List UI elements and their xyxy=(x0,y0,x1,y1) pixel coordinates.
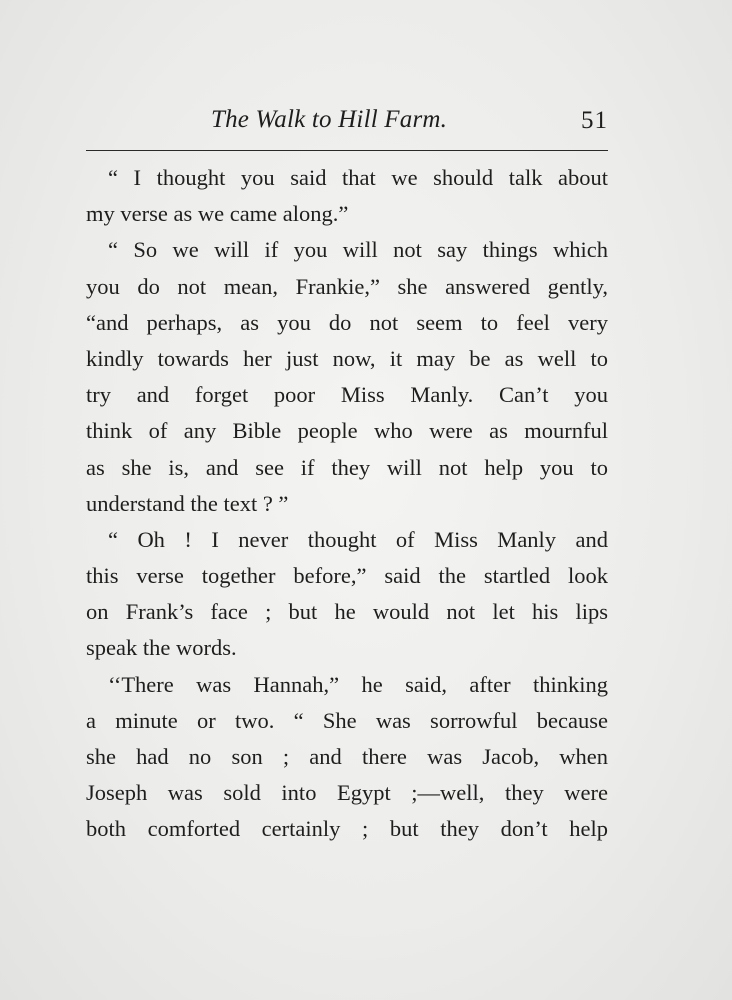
text-line: kindly towards her just now, it may be as well to xyxy=(86,345,608,371)
text-line: think of any Bible people who were as mournful xyxy=(86,418,608,444)
page-header xyxy=(86,106,608,142)
text-line: both comforted certainly ; but they don’t help xyxy=(86,816,608,842)
body-text xyxy=(86,160,608,848)
text-line: “ Oh ! I never thought of Miss Manly and xyxy=(108,526,608,552)
text-line: speak the words. xyxy=(86,635,237,661)
text-line: Joseph was sold into Egypt ;—well, they were xyxy=(86,780,608,806)
text-line: on Frank’s face ; but he would not let his lips xyxy=(86,599,608,625)
text-line: “and perhaps, as you do not seem to feel very xyxy=(86,309,608,335)
text-line: a minute or two. “ She was sorrowful because xyxy=(86,707,608,733)
text-line: she had no son ; and there was Jacob, when xyxy=(86,744,608,769)
text-line: try and forget poor Miss Manly. Can’t you xyxy=(86,382,608,408)
text-line: this verse together before,” said the startled look xyxy=(86,563,608,589)
text-line: you do not mean, Frankie,” she answered gently, xyxy=(86,273,608,299)
text-line: my verse as we came along.” xyxy=(86,201,349,227)
running-title: The Walk to Hill Farm. xyxy=(211,106,448,133)
page-number: 51 xyxy=(581,107,608,134)
text-line: “ So we will if you will not say things which xyxy=(108,237,608,263)
text-line: as she is, and see if they will not help you to xyxy=(86,454,608,480)
text-line: understand the text ? ” xyxy=(86,490,289,516)
header-rule xyxy=(86,150,608,151)
text-line: “ I thought you said that we should talk about xyxy=(108,165,608,190)
text-line: ‘‘There was Hannah,” he said, after thinking xyxy=(108,671,608,697)
